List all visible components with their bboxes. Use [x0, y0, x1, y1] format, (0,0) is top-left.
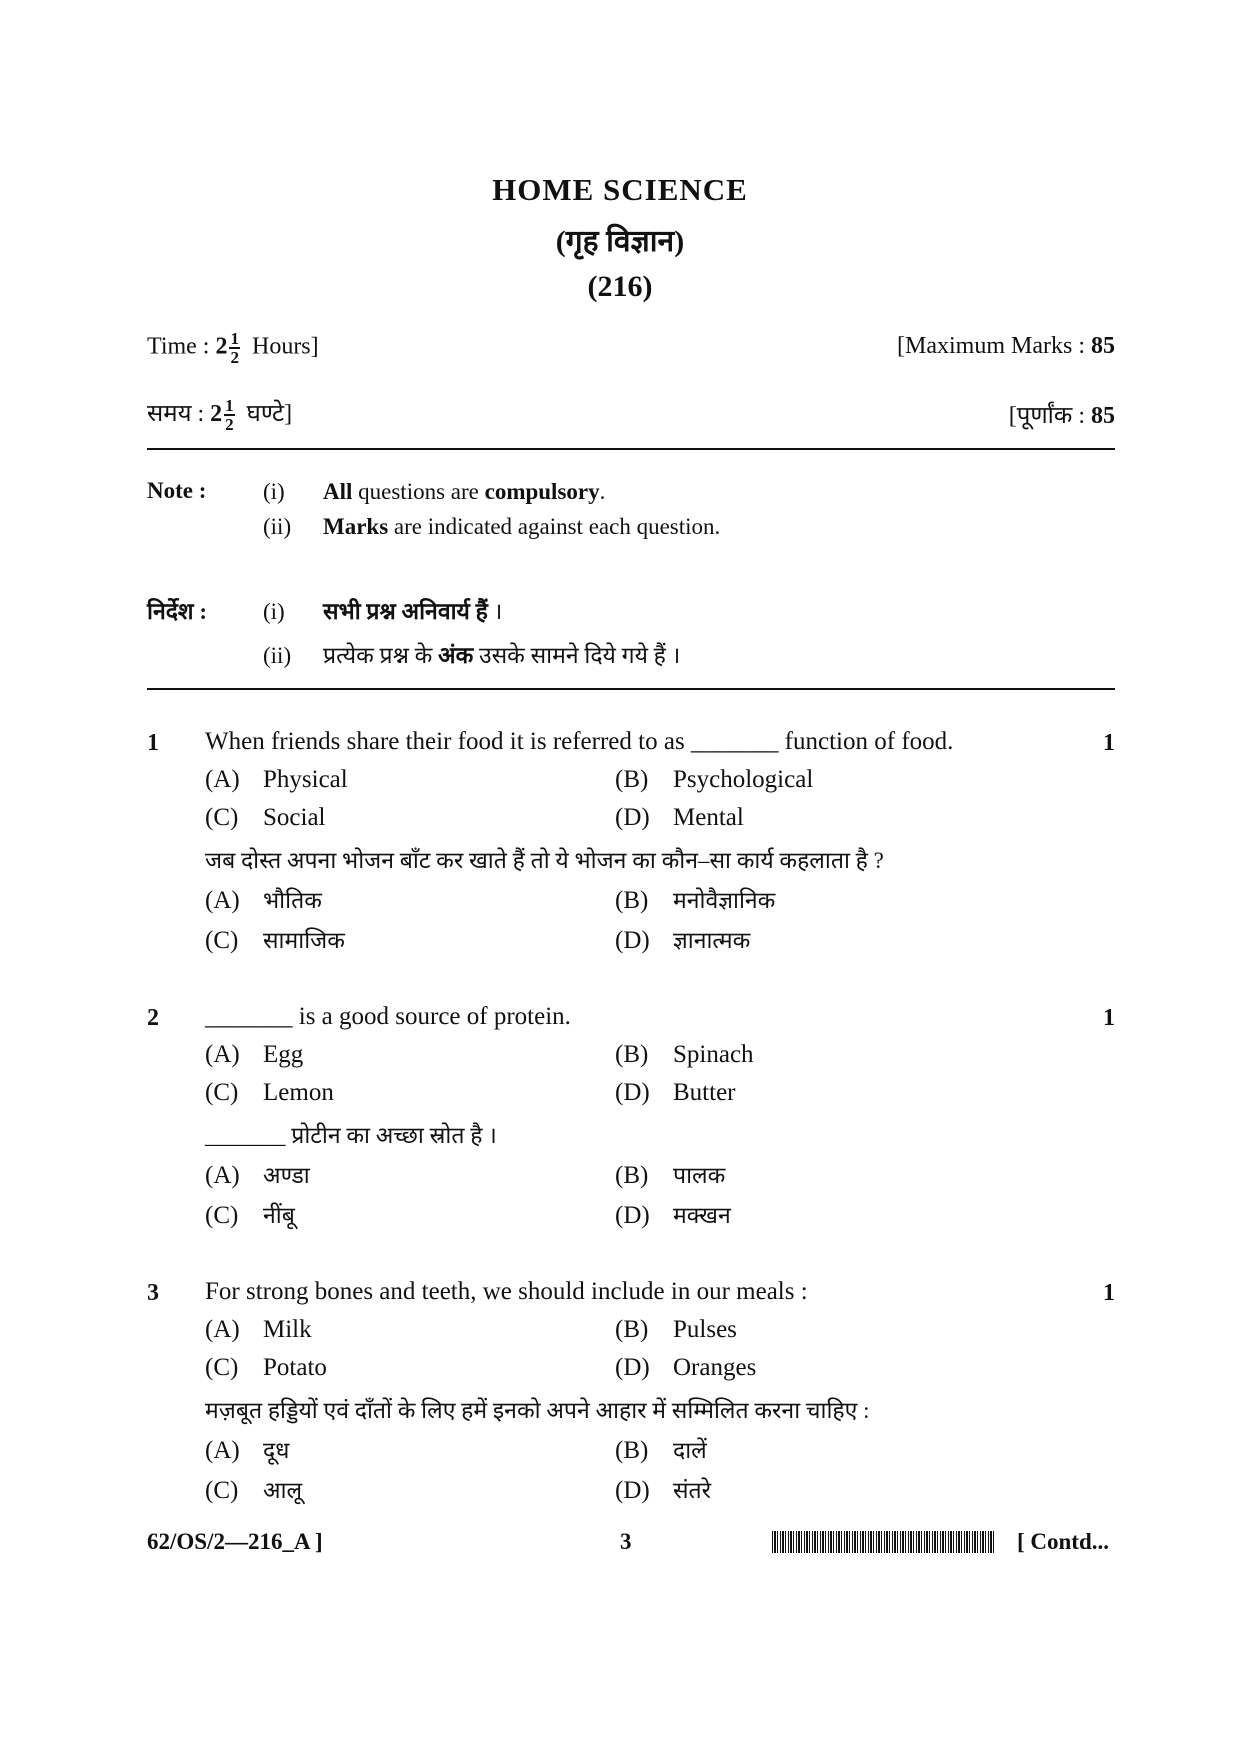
page-number: 3 [620, 1529, 632, 1554]
question-text-hindi: जब दोस्त अपना भोजन बाँट कर खाते हैं तो ये भोजन का कौन–सा कार्य कहलाता है ? [205, 848, 884, 873]
option: (A) Physical [205, 766, 348, 793]
note-label-hindi: निर्देश : [147, 599, 207, 624]
question-number: 3 [147, 1280, 159, 1306]
page-title: HOME SCIENCE [492, 172, 748, 207]
question-text: When friends share their food it is referred to as _______ function of food. [205, 728, 954, 755]
time-line [147, 330, 319, 366]
option-hindi: (D) संतरे [615, 1477, 712, 1504]
question-text-hindi: _______ प्रोटीन का अच्छा स्रोत है । [205, 1123, 497, 1148]
option: (B) Pulses [615, 1316, 737, 1343]
question-text: _______ is a good source of protein. [205, 1003, 571, 1030]
note-item-hindi: (ii) प्रत्येक प्रश्न के अंक उसके सामने दिये गये हैं । [263, 643, 681, 668]
option: (C) Potato [205, 1354, 327, 1381]
note-item: (i) All questions are compulsory. [263, 479, 606, 504]
question-text: For strong bones and teeth, we should include in our meals : [205, 1278, 808, 1305]
time-line-hindi: समय : 2 $\frac{1}{2}$ घण्टे] [147, 396, 293, 435]
question-number: 2 [147, 1005, 159, 1031]
option: (B) Psychological [615, 766, 814, 793]
question-number: 1 [147, 730, 159, 756]
paper-code: 62/OS/2—216_A ] [147, 1529, 323, 1554]
option-hindi: (B) मनोवैज्ञानिक [615, 887, 776, 914]
question-text-hindi: मज़बूत हड्डियों एवं दाँतों के लिए हमें इनको अपने आहार में सम्मिलित करना चाहिए : [205, 1398, 870, 1423]
option: (C) Social [205, 804, 326, 831]
max-marks: [Maximum Marks : 85 [897, 333, 1115, 359]
question-marks: 1 [1103, 730, 1115, 756]
option: (B) Spinach [615, 1041, 754, 1068]
option: (D) Oranges [615, 1354, 757, 1381]
time-label-hindi: समय : [147, 401, 205, 427]
option-hindi: (B) पालक [615, 1162, 726, 1189]
option-hindi: (D) मक्खन [615, 1202, 731, 1229]
time-unit-hindi: घण्टे] [246, 401, 293, 427]
option: (A) Egg [205, 1041, 304, 1068]
time-fraction: $\frac{1}{2}$ [230, 329, 239, 367]
time-whole: 2 [215, 333, 228, 360]
time-unit: Hours] [251, 333, 319, 360]
subject-code: (216) [587, 270, 653, 303]
option: (A) Milk [205, 1316, 312, 1343]
option-hindi: (C) सामाजिक [205, 927, 345, 954]
question-marks: 1 [1103, 1005, 1115, 1031]
page-subtitle-hindi: (गृह विज्ञान) [555, 225, 685, 258]
option-hindi: (C) आलू [205, 1477, 303, 1504]
option: (D) Butter [615, 1079, 736, 1106]
divider-top [147, 448, 1115, 450]
option-hindi: (A) अण्डा [205, 1162, 310, 1189]
option-hindi: (C) नींबू [205, 1202, 295, 1229]
question-marks: 1 [1103, 1280, 1115, 1306]
option: (D) Mental [615, 804, 744, 831]
contd-label: [ Contd... [1017, 1529, 1110, 1554]
option: (C) Lemon [205, 1079, 334, 1106]
option-hindi: (A) दूध [205, 1437, 290, 1464]
note-item: (ii) Marks are indicated against each question. [263, 514, 721, 539]
note-item-hindi: (i) सभी प्रश्न अनिवार्य हैं । [263, 599, 503, 624]
option-hindi: (A) भौतिक [205, 887, 322, 914]
max-marks-hindi: [पूर्णांक : 85 [1008, 403, 1115, 429]
option-hindi: (B) दालें [615, 1437, 707, 1464]
barcode [772, 1531, 994, 1553]
time-label: Time : [147, 333, 210, 360]
divider-bottom [147, 688, 1115, 690]
option-hindi: (D) ज्ञानात्मक [615, 927, 751, 954]
note-label: Note : [147, 478, 207, 503]
max-marks-value: 85 [1091, 333, 1115, 359]
